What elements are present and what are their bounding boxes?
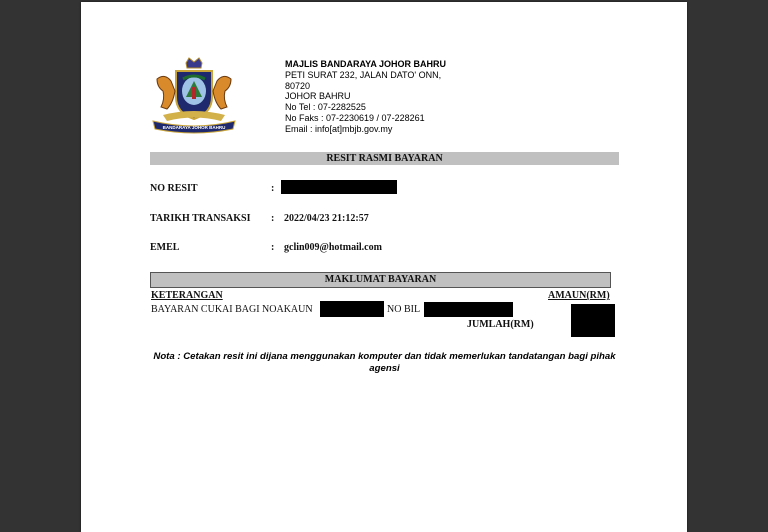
field-colon: : — [271, 183, 275, 194]
email-address: Email : info[at]mbjb.gov.my — [285, 123, 393, 134]
redacted-receipt-number — [281, 180, 397, 194]
field-email — [150, 242, 382, 253]
field-colon: : — [271, 242, 275, 253]
column-header-amount: AMAUN(RM) — [548, 290, 610, 301]
field-label: TARIKH TRANSAKSI — [150, 213, 251, 224]
crest-banner-text: BANDARAYA JOHOR BAHRU — [162, 125, 226, 130]
payment-section-title: MAKLUMAT BAYARAN — [150, 272, 611, 288]
field-label: NO RESIT — [150, 183, 198, 194]
redacted-account-number — [320, 301, 384, 317]
redacted-amount — [571, 304, 615, 337]
field-receipt-number — [150, 183, 284, 194]
fax-number: No Faks : 07-2230619 / 07-228261 — [285, 112, 425, 123]
column-header-description: KETERANGAN — [151, 290, 223, 301]
receipt-title: RESIT RASMI BAYARAN — [150, 152, 619, 165]
organization-name: MAJLIS BANDARAYA JOHOR BAHRU — [285, 59, 447, 69]
city-council-crest-icon — [149, 57, 239, 137]
address-line-1: PETI SURAT 232, JALAN DATO' ONN, — [285, 69, 442, 80]
total-label: JUMLAH(RM) — [467, 319, 534, 330]
field-colon: : — [271, 213, 275, 224]
receipt-note: Nota : Cetakan resit ini dijana menggunakan komputer dan tidak memerlukan tandatangan bagi pihak agensi — [153, 351, 616, 374]
field-value: gclin009@hotmail.com — [284, 242, 382, 253]
receipt-page — [81, 2, 687, 532]
field-transaction-date — [150, 213, 369, 224]
field-label: EMEL — [150, 242, 180, 253]
bill-number-label: NO BIL — [387, 304, 421, 315]
address-line-2: 80720 — [285, 80, 311, 91]
redacted-bill-number — [424, 302, 513, 317]
organization-info — [285, 59, 446, 135]
payment-description: BAYARAN CUKAI BAGI NOAKAUN — [151, 304, 313, 315]
phone-number: No Tel : 07-2282525 — [285, 102, 366, 113]
address-line-3: JOHOR BAHRU — [285, 91, 351, 102]
field-value: 2022/04/23 21:12:57 — [284, 213, 369, 224]
